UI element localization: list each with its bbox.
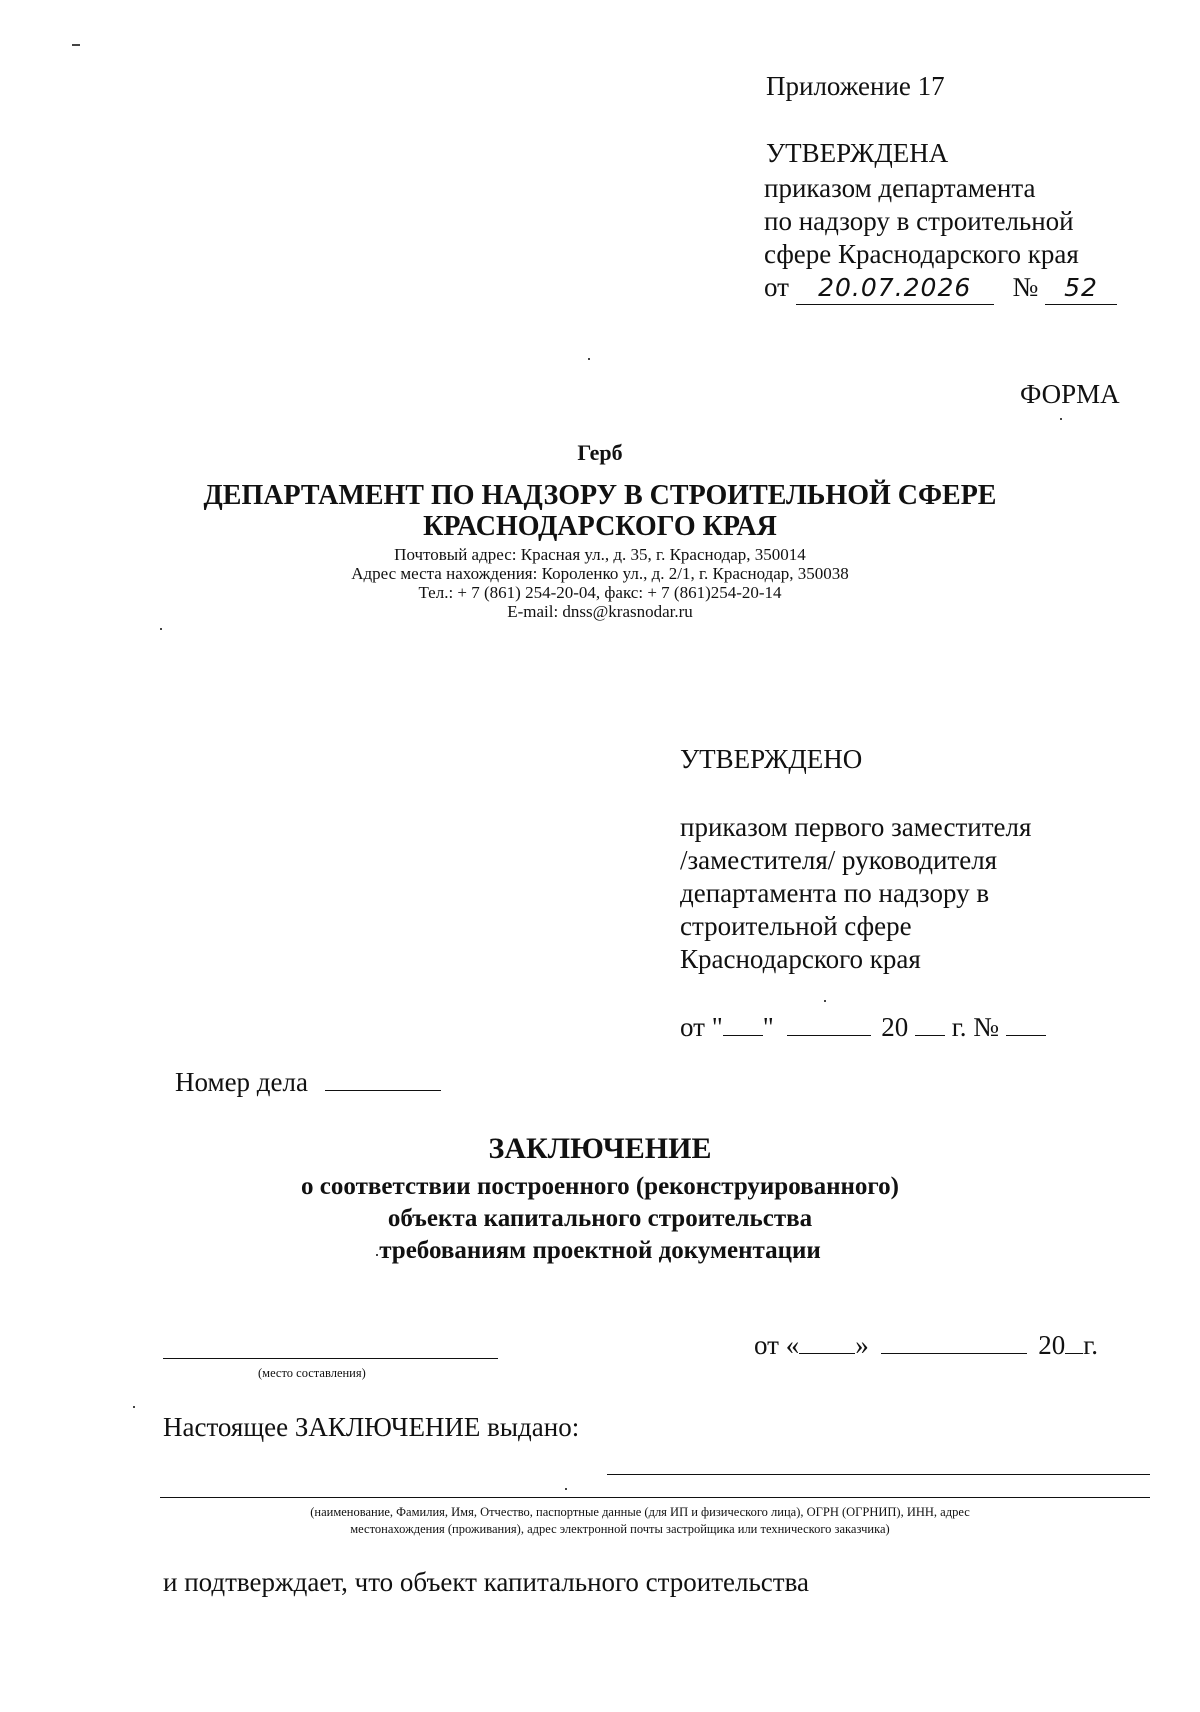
annex-approved-line: приказом департамента [764,173,1036,203]
approval-line: приказом первого заместителя [680,812,1032,842]
place-date-row [754,1329,1098,1362]
emblem-placeholder: Герб [577,440,623,465]
place-month-blank [881,1329,1027,1354]
approval-date-prefix: от " [680,1012,723,1042]
annex-approved-title: УТВЕРЖДЕНА [766,138,949,168]
approval-date-row [680,1011,1046,1044]
place-caption: (место составления) [258,1366,366,1380]
place-day-blank [799,1329,855,1354]
scan-speck [588,358,590,360]
place-year-blank [1065,1329,1083,1354]
issued-caption-line1: (наименование, Фамилия, Имя, Отчество, паспортные данные (для ИП и физического лица), ОГРН (ОГРНИП), ИНН, адрес [310,1505,970,1519]
case-number-row [175,1064,441,1099]
conclusion-subtitle-line: требованиям проектной документации [379,1237,821,1264]
annex-date-prefix: от [764,272,789,302]
approval-day-blank [723,1011,763,1036]
department-title-line2: КРАСНОДАРСКОГО КРАЯ [423,511,777,542]
case-number-blank [325,1064,441,1091]
scan-speck [1060,418,1062,420]
department-phone-fax: Тел.: + 7 (861) 254-20-04, факс: + 7 (861)254-20-14 [418,583,782,602]
annex-number: Приложение 17 [766,71,945,101]
approval-line: строительной сфере [680,911,912,941]
approval-title: УТВЕРЖДЕНО [680,744,863,774]
place-year-suffix: г. [1083,1330,1098,1360]
conclusion-subtitle-line: объекта капитального строительства [387,1205,813,1232]
form-label: ФОРМА [1020,379,1120,409]
conclusion-title: ЗАКЛЮЧЕНИЕ [488,1132,712,1165]
scan-speck [133,1406,135,1408]
issued-caption-line2: местонахождения (проживания), адрес электронной почты застройщика или технического заказчика) [350,1522,890,1536]
conclusion-subtitle-line: о соответствии построенного (реконструированного) [301,1173,899,1200]
scan-speck [72,44,80,46]
approval-number-label: г. № [951,1012,1000,1042]
annex-date-row [764,271,1117,305]
approval-date-quote: " [762,1012,774,1042]
place-date-prefix: от « [754,1330,800,1360]
annex-date-value: 20.07.2026 [796,271,994,305]
place-year-prefix: 20 [1038,1330,1066,1360]
place-blank-line [163,1358,498,1359]
scan-speck [824,1000,826,1002]
scan-speck [565,1488,567,1490]
approval-line: /заместителя/ руководителя [680,845,998,875]
annex-approved-line: по надзору в строительной [764,206,1074,236]
department-email: E-mail: dnss@krasnodar.ru [507,602,693,621]
annex-number-sign: № [1012,272,1039,302]
department-postal-address: Почтовый адрес: Красная ул., д. 35, г. Краснодар, 350014 [394,545,806,564]
confirm-text: и подтверждает, что объект капитального строительства [163,1567,809,1597]
approval-year-blank [915,1011,945,1036]
annex-number-value: 52 [1045,271,1117,305]
annex-approved-line: сфере Краснодарского края [764,239,1079,269]
approval-line: Краснодарского края [680,944,921,974]
case-number-label: Номер дела [175,1067,308,1097]
place-date-quote: » [855,1330,869,1360]
approval-year-prefix: 20 [881,1012,909,1042]
scan-speck [160,628,162,630]
issued-blank-line-1 [607,1474,1150,1475]
department-location-address: Адрес места нахождения: Короленко ул., д. 2/1, г. Краснодар, 350038 [351,564,849,583]
issued-label: Настоящее ЗАКЛЮЧЕНИЕ выдано: [163,1412,580,1442]
approval-line: департамента по надзору в [680,878,990,908]
approval-number-blank [1006,1011,1046,1036]
department-title-line1: ДЕПАРТАМЕНТ ПО НАДЗОРУ В СТРОИТЕЛЬНОЙ СФЕРЕ [203,480,997,511]
issued-blank-line-2 [160,1497,1150,1498]
approval-month-blank [787,1011,871,1036]
